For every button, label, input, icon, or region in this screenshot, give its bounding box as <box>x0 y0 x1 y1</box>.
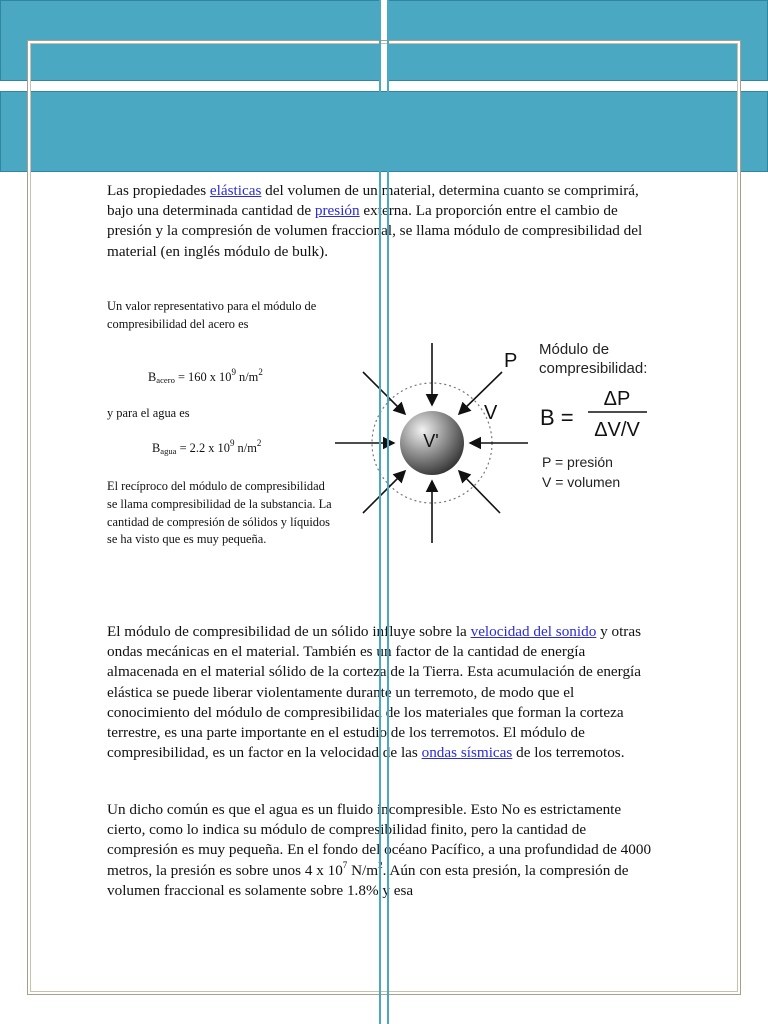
note-reciprocal: El recíproco del módulo de compresibilidad se llama compresibilidad de la substancia. La cantidad de compresión de sólidos y líquidos se ha visto que es muy pequeña. <box>107 479 332 547</box>
note-steel-intro: Un valor representativo para el módulo de compresibilidad del acero es <box>107 299 317 331</box>
formula-value: = 160 x 10 <box>174 370 232 384</box>
legend-pressure: P = presión <box>542 454 613 470</box>
formula-b-equals: B = <box>540 405 574 430</box>
exponent: 7 <box>342 859 348 870</box>
formula-unit-exponent: 2 <box>256 437 262 448</box>
paragraph-text: . Aún con esta presión, la compresión de volumen fraccional es solamente sobre 1.8% y esa <box>107 861 629 899</box>
diagram-title-line-1: Módulo de <box>539 341 610 358</box>
formula-unit: n/m <box>234 441 257 455</box>
link-presion[interactable]: presión <box>314 202 360 220</box>
paragraph-text: del volumen de un material, determina cuanto se comprimirá, bajo una determinada cantidad de <box>107 182 639 220</box>
formula-exponent: 9 <box>229 437 235 448</box>
paragraph-intro <box>107 181 647 262</box>
formula-symbol: B <box>148 370 157 384</box>
paragraph-text: Las propiedades <box>107 182 210 199</box>
link-ondas-sismicas[interactable]: ondas sísmicas <box>421 744 513 762</box>
label-p: P <box>504 350 518 372</box>
paragraph-text: N/m <box>347 861 379 879</box>
paragraph-text: y otras ondas mecánicas en el material. También es un factor de la cantidad de energía almacenada en el material sólido de la corteza de la Tierra. Esta acumulación de energía elástica se puede liberar violentamente durante un terremoto, de modo que el conocimiento del módulo de compresibilidad de los materiales que forman la corteza terrestre, es una parte importante en el estudio de los terremotos. El módulo de compresibilidad, es un factor en la velocidad de las <box>107 623 642 762</box>
formula-subscript: acero <box>156 375 175 385</box>
paragraph-text: El módulo de compresibilidad de un sólido influye sobre la <box>107 623 471 640</box>
formula-water <box>152 437 352 459</box>
formula-subscript: agua <box>160 446 177 456</box>
formula-exponent: 9 <box>231 366 236 377</box>
paragraph-text: Un dicho común es que el agua es un fluido incompresible. Esto No es estrictamente cierto, como lo indica su módulo de compresibilidad finito, pero la cantidad de compresión es muy pequeña. En el fondo del océano Pacífico, a una profundidad de 4000 metros, la presión es sobre unos 4 x 10 <box>107 801 652 879</box>
diagram-title-line-2: compresibilidad: <box>539 360 648 377</box>
formula-value: = 2.2 x 10 <box>176 441 230 455</box>
formula-steel <box>148 366 348 388</box>
formula-symbol: B <box>152 441 161 455</box>
legend-volume: V = volumen <box>542 474 621 490</box>
link-elasticas[interactable]: elásticas <box>209 182 262 199</box>
label-v: V <box>484 402 498 424</box>
formula-unit-exponent: 2 <box>258 366 263 377</box>
label-v-prime: V' <box>423 431 439 451</box>
exponent: 2 <box>378 859 383 870</box>
formula-unit: n/m <box>235 370 259 384</box>
formula-numerator: ΔP <box>603 388 631 410</box>
paragraph-text: externa. La proporción entre el cambio de presión y la compresión de volumen fraccional, se llama módulo de compresibilidad del material (en inglés módulo de bulk). <box>107 202 643 260</box>
paragraph-text: de los terremotos. <box>512 744 625 762</box>
note-water-intro: y para el agua es <box>107 406 190 420</box>
force-arrow-bottom-right <box>459 471 500 513</box>
link-velocidad-del-sonido[interactable]: velocidad del sonido <box>470 623 597 640</box>
vertical-divider <box>379 0 389 1024</box>
formula-denominator: ΔV/V <box>594 419 640 441</box>
